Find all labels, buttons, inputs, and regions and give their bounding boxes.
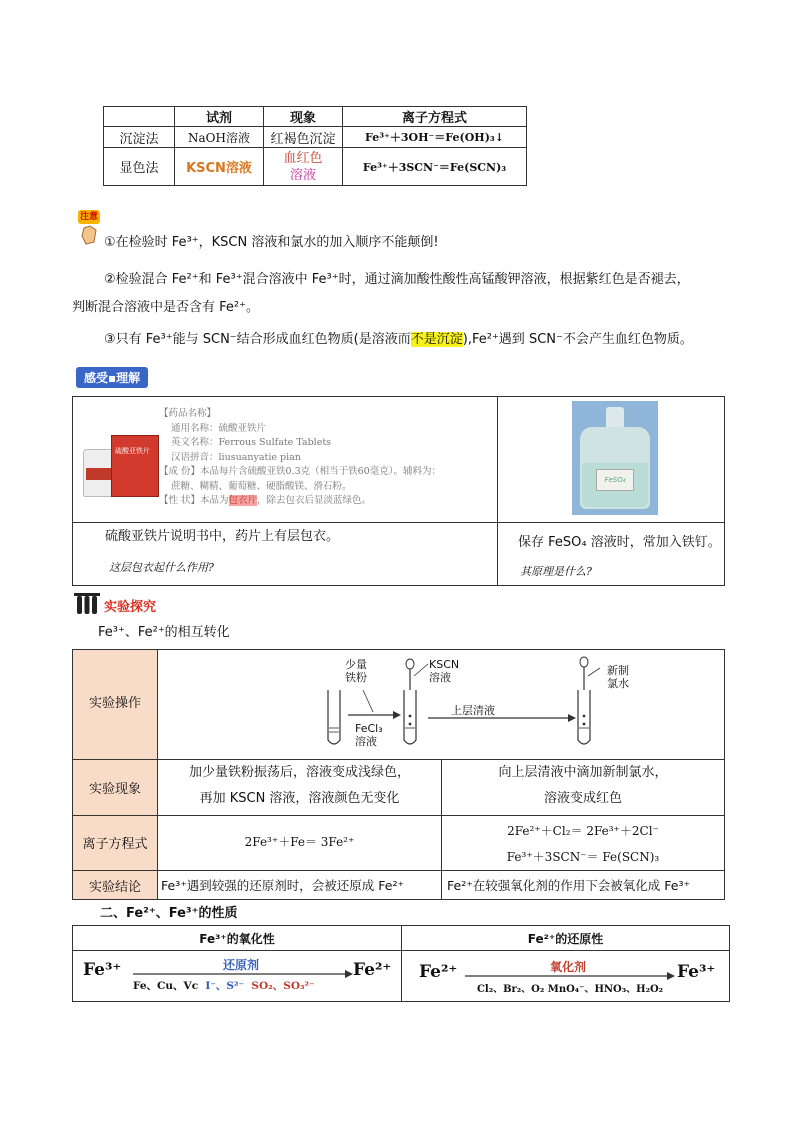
fecl3-label xyxy=(355,722,383,748)
diagram-label: 溶液 xyxy=(355,735,377,748)
reagent-cell: KSCN溶液 xyxy=(175,148,264,186)
coating-question: 这层包衣起什么作用? xyxy=(109,561,214,574)
kscn-label xyxy=(429,658,459,684)
diagram-label: 新制 xyxy=(607,664,629,677)
row-label-conclusion: 实验结论 xyxy=(88,880,141,895)
table-row xyxy=(104,148,527,186)
chlorine-label xyxy=(607,664,629,690)
agent-text: Fe、Cu、Vc xyxy=(133,980,199,992)
medicine-image xyxy=(81,427,159,499)
iron-powder-label xyxy=(345,658,367,684)
cell-line: 加少量铁粉振荡后，溶液变成浅绿色， xyxy=(188,765,410,780)
reagent-bottle-photo xyxy=(572,401,658,515)
method-cell: 沉淀法 xyxy=(104,127,175,148)
conclusion-left: Fe³⁺遇到较强的还原剂时，会被还原成 Fe²⁺ xyxy=(161,878,405,893)
table-header: 现象 xyxy=(264,107,343,127)
table-header: 离子方程式 xyxy=(343,107,527,127)
oxidizing-agent-label: 氧化剂 xyxy=(549,960,586,974)
row-label-operation: 实验操作 xyxy=(88,696,141,711)
section-two-title: 二、Fe²⁺、Fe³⁺的性质 xyxy=(100,906,238,921)
right-reactant: Fe²⁺ xyxy=(419,962,458,982)
coating-statement: 硫酸亚铁片说明书中，药片上有层包衣。 xyxy=(105,529,340,544)
right-product: Fe³⁺ xyxy=(677,962,716,982)
detection-table xyxy=(103,106,527,186)
drug-line: 【成 份】本品每片含硫酸亚铁0.3克（相当于铁60毫克）。辅料为： xyxy=(159,466,441,477)
row-label-equation: 离子方程式 xyxy=(82,837,148,852)
phenomenon-line: 溶液 xyxy=(289,167,316,183)
properties-table xyxy=(72,925,730,1002)
divider xyxy=(497,397,498,585)
method-cell: 显色法 xyxy=(104,148,175,186)
experiment-table xyxy=(72,649,725,900)
notice-badge xyxy=(76,210,102,246)
divider xyxy=(73,870,724,871)
medicine-box xyxy=(111,435,159,497)
conclusion-right: Fe²⁺在较强氧化剂的作用下会被氧化成 Fe³⁺ xyxy=(447,878,691,893)
test-tubes-icon xyxy=(74,591,100,615)
phenomenon-line: 血红色 xyxy=(283,150,323,166)
notice-point-2b: 判断混合溶液中是否含有 Fe²⁺。 xyxy=(72,300,259,315)
diagram-label: 铁粉 xyxy=(345,671,367,684)
agent-text: I⁻、S²⁻ xyxy=(205,980,245,992)
divider xyxy=(73,815,724,816)
diagram-label: FeCl₃ xyxy=(355,722,383,735)
label-column xyxy=(73,650,157,899)
row-label-phenomenon: 实验现象 xyxy=(88,782,141,797)
notice-text: ),Fe²⁺遇到 SCN⁻不会产生血红色物质。 xyxy=(462,332,693,347)
drug-instructions xyxy=(159,407,441,509)
equation-cell: Fe³⁺＋3OH⁻＝Fe(OH)₃↓ xyxy=(343,127,527,148)
cell-line: Fe³⁺＋3SCN⁻＝ Fe(SCN)₃ xyxy=(506,850,660,864)
notice-point-3 xyxy=(104,330,693,350)
box-label: 硫酸亚铁片 xyxy=(115,447,150,455)
cell-line: 再加 KSCN 溶液，溶液颜色无变化 xyxy=(199,791,400,806)
upper-liquid-label: 上层清液 xyxy=(451,704,495,717)
phenomenon-right xyxy=(442,760,724,812)
right-arrow-icon xyxy=(133,970,353,978)
diagram-label: 少量 xyxy=(345,658,367,671)
understand-box xyxy=(72,396,725,586)
section-tag-understand: 感受▪理解 xyxy=(76,367,148,388)
drug-line: 蔗糖、糊精、葡萄糖、硬脂酸镁、滑石粉。 xyxy=(171,480,352,492)
highlight-text: 不是沉淀 xyxy=(410,332,463,347)
left-product: Fe²⁺ xyxy=(353,960,392,980)
diagram-label: KSCN xyxy=(429,658,460,671)
cell-line: 向上层清液中滴加新制氯水， xyxy=(498,765,668,780)
notice-badge-label: 注意 xyxy=(79,212,98,222)
drug-line: 【药品名称】 xyxy=(159,408,217,419)
right-arrow-icon xyxy=(465,972,675,980)
equation-right xyxy=(442,818,724,870)
drug-text: 【性 状】本品为 xyxy=(159,495,229,506)
bottle-label: FeSO₄ xyxy=(596,469,634,491)
reagent-cell: NaOH溶液 xyxy=(175,127,264,148)
equation-cell: Fe³⁺＋3SCN⁻＝Fe(SCN)₃ xyxy=(343,148,527,186)
cell-line: 2Fe²⁺＋Cl₂＝ 2Fe³⁺＋2Cl⁻ xyxy=(507,824,659,838)
diagram-label: 溶液 xyxy=(429,671,451,684)
equation-left: 2Fe³⁺＋Fe＝ 3Fe²⁺ xyxy=(244,835,355,849)
iron-nail-statement: 保存 FeSO₄ 溶液时，常加入铁钉。 xyxy=(518,535,721,550)
oxidizing-header: Fe³⁺的氧化性 xyxy=(199,932,275,946)
notice-text: ③只有 Fe³⁺能与 SCN⁻结合形成血红色物质(是溶液而 xyxy=(104,332,411,347)
reducing-agents xyxy=(133,978,315,993)
drug-line: 通用名称：硫酸亚铁片 xyxy=(171,422,267,434)
cell-line: 溶液变成红色 xyxy=(543,791,622,806)
table-header xyxy=(104,107,175,127)
drug-line xyxy=(159,494,441,509)
section-tag-experiment: 实验探究 xyxy=(104,600,157,615)
divider xyxy=(73,522,724,523)
table-row xyxy=(104,127,527,148)
drug-line: 英文名称：Ferrous Sulfate Tablets xyxy=(171,437,332,448)
left-reactant: Fe³⁺ xyxy=(83,960,122,980)
phenomenon-cell xyxy=(264,148,343,186)
phenomenon-left xyxy=(158,760,441,812)
notice-point-2: ②检验混合 Fe²⁺和 Fe³⁺混合溶液中 Fe³⁺时，通过滴加酸性酸性高锰酸钾溶液，根据紫红色是否褪去， xyxy=(104,272,690,287)
iron-nail-question: 其原理是什么? xyxy=(520,565,592,578)
drug-text: ，除去包衣后显淡蓝绿色。 xyxy=(257,495,372,506)
phenomenon-cell: 红褐色沉淀 xyxy=(264,127,343,148)
oxidizing-agents: Cl₂、Br₂、O₂ MnO₄⁻、HNO₃、H₂O₂ xyxy=(476,984,664,995)
pointing-hand-icon xyxy=(78,224,102,246)
reducing-header: Fe²⁺的还原性 xyxy=(527,932,604,946)
agent-text: SO₂、SO₃²⁻ xyxy=(251,980,315,992)
table-header: 试剂 xyxy=(175,107,264,127)
diagram-label: 氯水 xyxy=(607,677,629,690)
drug-line: 汉语拼音：liusuanyatie pian xyxy=(171,451,301,463)
bottle-stopper xyxy=(606,407,624,429)
reducing-agent-label: 还原剂 xyxy=(222,958,259,972)
highlight-text: 包衣片 xyxy=(228,495,258,506)
notice-point-1: ①在检验时 Fe³⁺，KSCN 溶液和氯水的加入顺序不能颠倒! xyxy=(104,235,439,250)
experiment-subtitle: Fe³⁺、Fe²⁺的相互转化 xyxy=(98,625,230,640)
